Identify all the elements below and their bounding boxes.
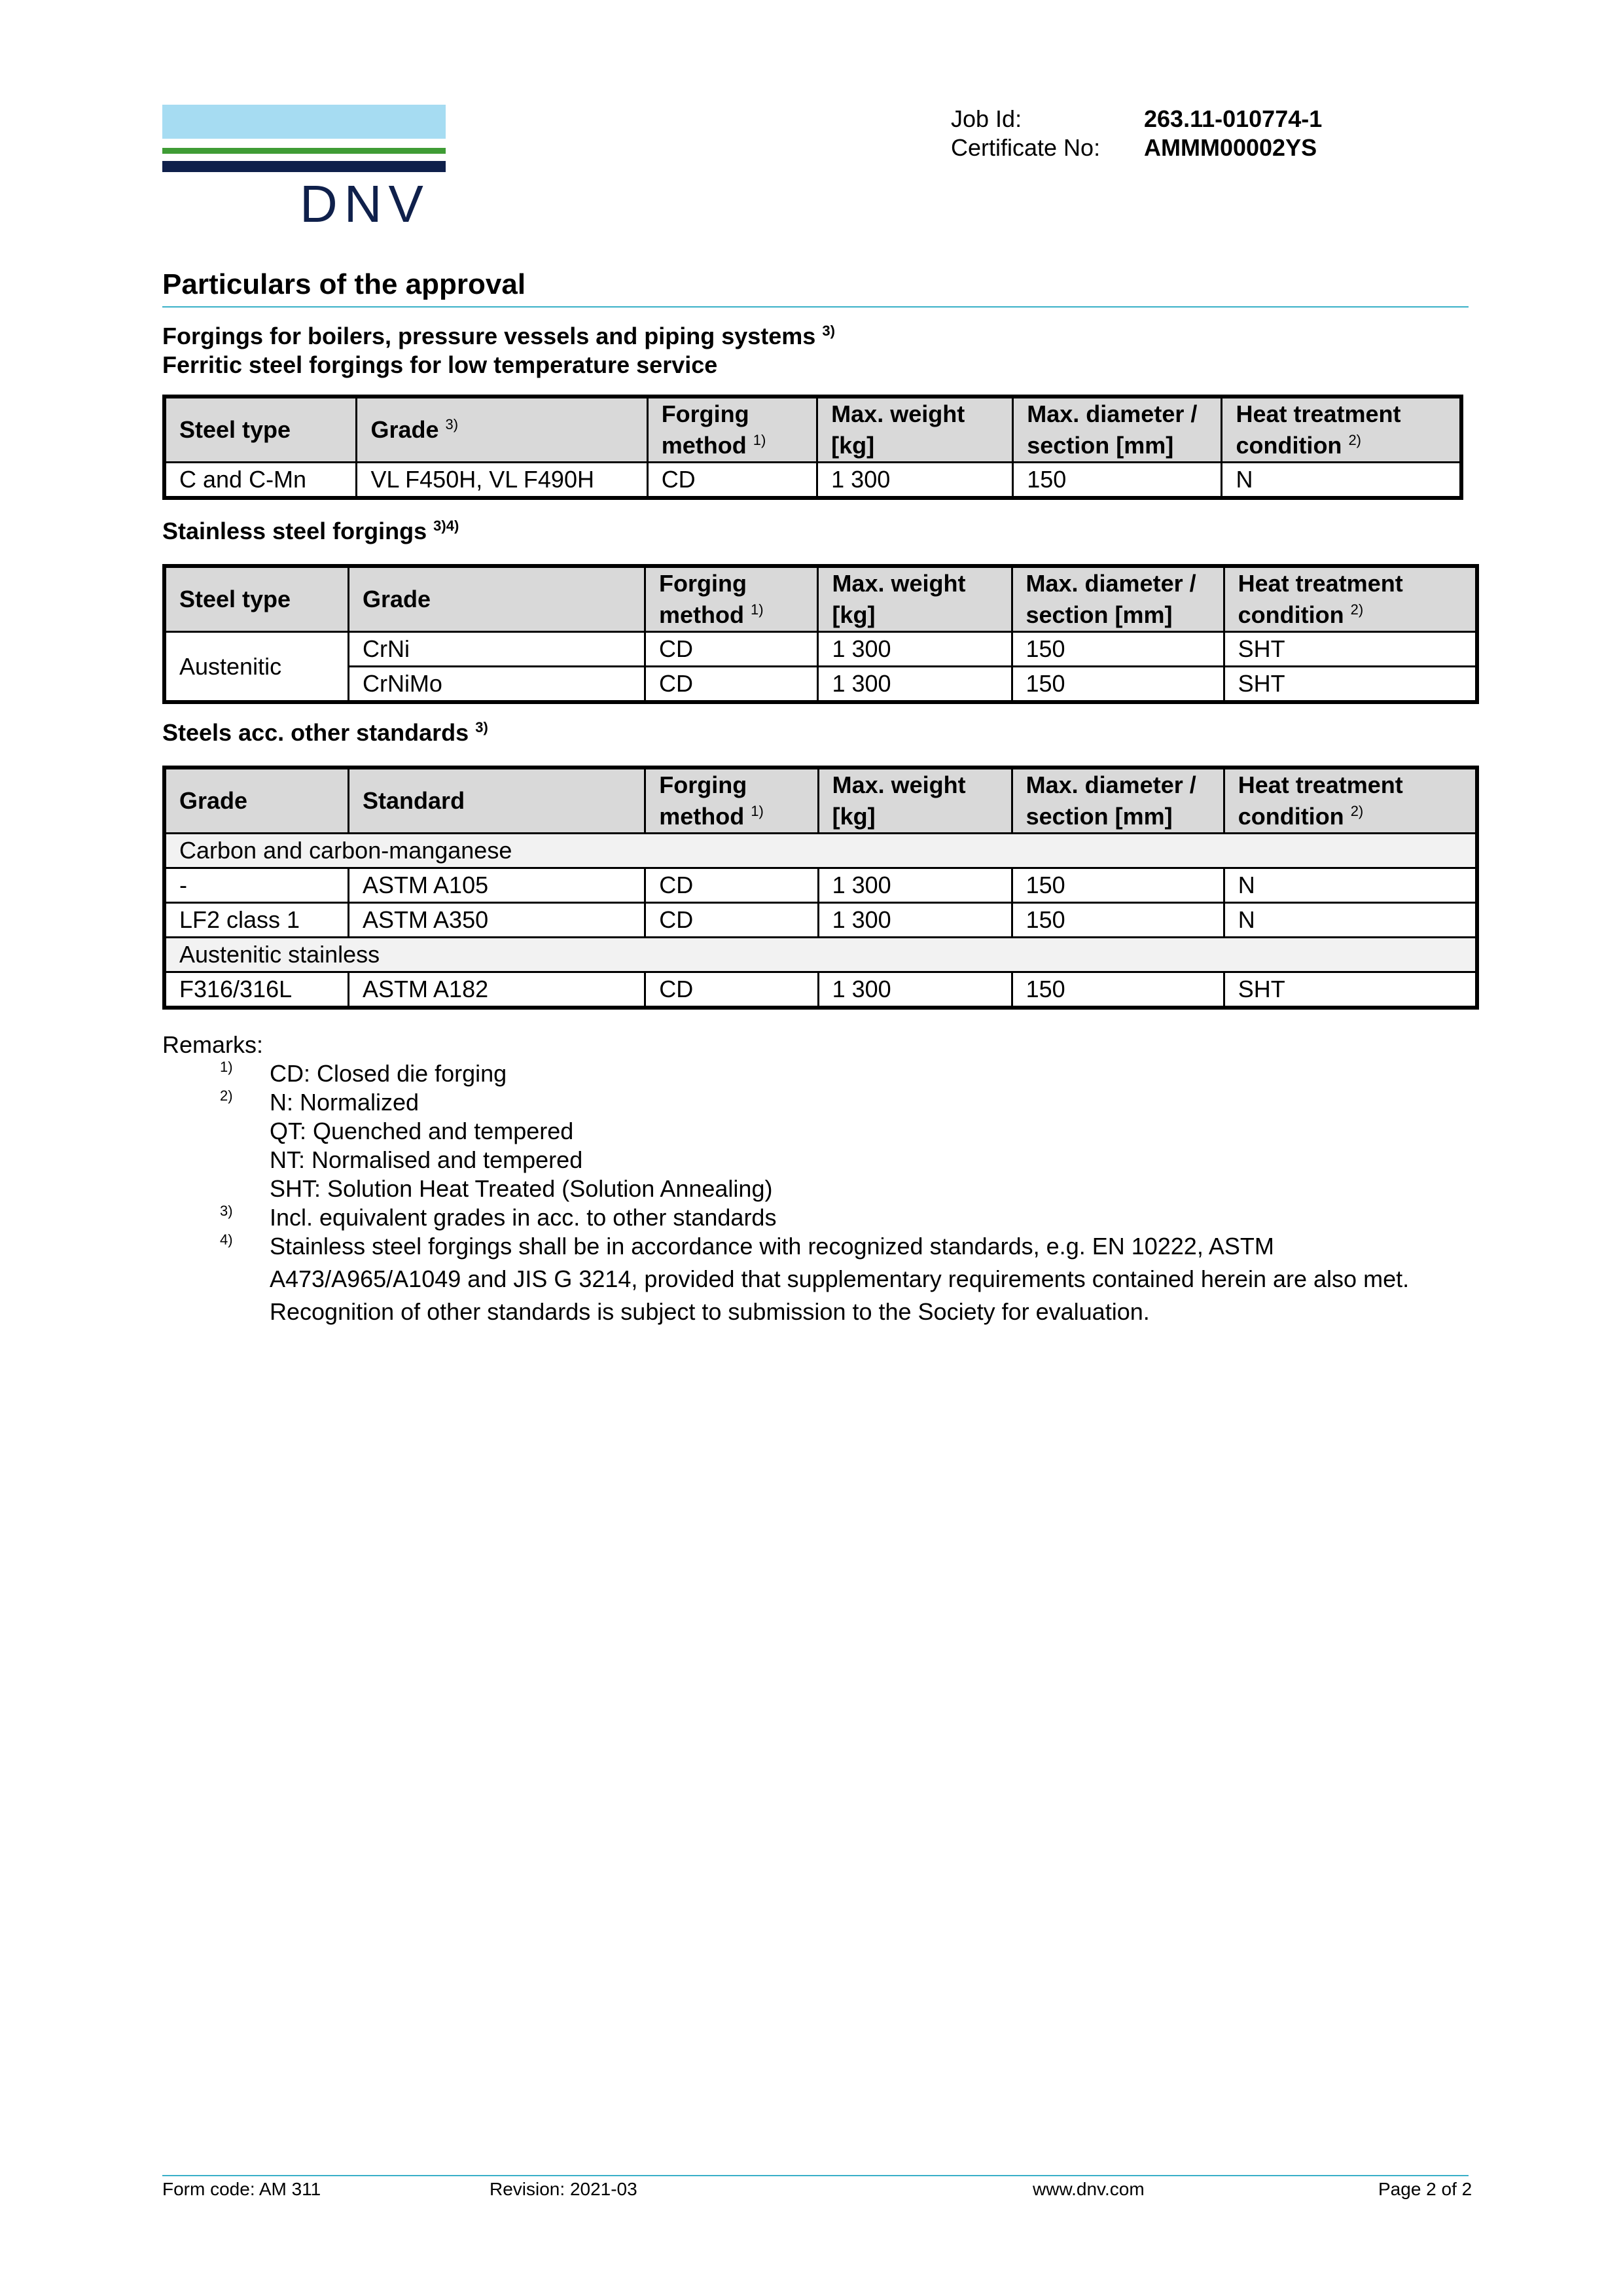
cell-grade: CrNi bbox=[348, 632, 645, 667]
col-max-diameter: Max. diameter / section [mm] bbox=[1012, 768, 1224, 834]
ferritic-table bbox=[162, 395, 1463, 500]
cell-diameter: 150 bbox=[1012, 667, 1224, 703]
remark-2d: SHT: Solution Heat Treated (Solution Annealing) bbox=[270, 1175, 773, 1202]
certificate-no-label: Certificate No: bbox=[951, 134, 1101, 161]
table-row bbox=[164, 903, 1477, 938]
cell-weight: 1 300 bbox=[818, 667, 1012, 703]
stainless-heading: Stainless steel forgings $^{3)4)}$ bbox=[162, 518, 459, 544]
cell-heat: SHT bbox=[1224, 667, 1477, 703]
col-max-diameter: Max. diameter / section [mm] bbox=[1012, 566, 1224, 632]
logo-bar-green bbox=[162, 148, 446, 154]
cell-heat: N bbox=[1224, 903, 1477, 938]
footnote-marker-2: 2) bbox=[220, 1087, 233, 1104]
cell-forging: CD bbox=[645, 972, 818, 1008]
remark-3: Incl. equivalent grades in acc. to other standards bbox=[270, 1204, 777, 1231]
col-steel-type: Steel type bbox=[164, 397, 357, 463]
remark-2c: NT: Normalised and tempered bbox=[270, 1146, 583, 1173]
col-forging-method: Forging method $^{1)}$ bbox=[645, 566, 818, 632]
cell-heat: N bbox=[1222, 463, 1461, 499]
col-heat-treatment: Heat treatment condition $^{2)}$ bbox=[1224, 566, 1477, 632]
ferritic-heading: Ferritic steel forgings for low temperature service bbox=[162, 351, 718, 378]
col-heat-treatment: Heat treatment condition $^{2)}$ bbox=[1222, 397, 1461, 463]
other-standards-table bbox=[162, 766, 1479, 1010]
cell-forging: CD bbox=[645, 632, 818, 667]
cell-grade: CrNiMo bbox=[348, 667, 645, 703]
footer-form-code: Form code: AM 311 bbox=[162, 2179, 321, 2199]
footer-website[interactable]: www.dnv.com bbox=[1033, 2179, 1145, 2199]
logo-bar-blue bbox=[162, 161, 446, 172]
col-max-weight: Max. weight [kg] bbox=[817, 397, 1013, 463]
remarks-title: Remarks: bbox=[162, 1031, 264, 1058]
dnv-logo: DNV bbox=[300, 175, 430, 233]
col-forging-method: Forging method $^{1)}$ bbox=[647, 397, 817, 463]
table-row bbox=[164, 632, 1477, 667]
cell-forging: CD bbox=[647, 463, 817, 499]
remark-4b: A473/A965/A1049 and JIS G 3214, provided that supplementary requirements contained herein are also met. bbox=[270, 1265, 1410, 1292]
table-header-row bbox=[164, 566, 1477, 632]
table-row bbox=[164, 868, 1477, 903]
col-grade: Grade bbox=[348, 566, 645, 632]
cell-steel-type: C and C-Mn bbox=[164, 463, 357, 499]
remark-4c: Recognition of other standards is subject to submission to the Society for evaluation. bbox=[270, 1298, 1150, 1325]
table-row bbox=[164, 972, 1477, 1008]
cell-diameter: 150 bbox=[1012, 632, 1224, 667]
table-row bbox=[164, 667, 1477, 703]
cell-weight: 1 300 bbox=[818, 903, 1012, 938]
footer-rule bbox=[162, 2175, 1469, 2176]
cell-heat: N bbox=[1224, 868, 1477, 903]
table-header-row bbox=[164, 768, 1477, 834]
footnote-marker-3: 3) bbox=[220, 1203, 233, 1219]
remark-2b: QT: Quenched and tempered bbox=[270, 1118, 574, 1144]
cell-standard: ASTM A105 bbox=[349, 868, 645, 903]
certificate-no-value: AMMM00002YS bbox=[1144, 134, 1317, 161]
section-title: Particulars of the approval bbox=[162, 268, 526, 300]
cell-diameter: 150 bbox=[1012, 903, 1224, 938]
group-label: Carbon and carbon-manganese bbox=[164, 834, 1477, 868]
group-row-austenitic bbox=[164, 938, 1477, 972]
cell-weight: 1 300 bbox=[818, 868, 1012, 903]
remark-4a: Stainless steel forgings shall be in accordance with recognized standards, e.g. EN 10222, ASTM bbox=[270, 1233, 1274, 1260]
cell-standard: ASTM A182 bbox=[349, 972, 645, 1008]
forgings-heading: Forgings for boilers, pressure vessels and piping systems $^{3)}$ bbox=[162, 323, 835, 349]
footnote-marker-1: 1) bbox=[220, 1059, 233, 1075]
col-grade: Grade bbox=[164, 768, 349, 834]
cell-weight: 1 300 bbox=[818, 972, 1012, 1008]
remark-1: CD: Closed die forging bbox=[270, 1060, 507, 1087]
stainless-table bbox=[162, 564, 1479, 704]
col-steel-type: Steel type bbox=[164, 566, 348, 632]
logo-bar-light bbox=[162, 105, 446, 139]
footer-revision: Revision: 2021-03 bbox=[490, 2179, 637, 2199]
cell-grade: F316/316L bbox=[164, 972, 349, 1008]
col-heat-treatment: Heat treatment condition $^{2)}$ bbox=[1224, 768, 1477, 834]
cell-grade: - bbox=[164, 868, 349, 903]
col-standard: Standard bbox=[349, 768, 645, 834]
cell-heat: SHT bbox=[1224, 972, 1477, 1008]
other-standards-heading: Steels acc. other standards $^{3)}$ bbox=[162, 719, 488, 746]
cell-forging: CD bbox=[645, 903, 818, 938]
col-grade: Grade $^{3)}$ bbox=[357, 397, 647, 463]
cell-diameter: 150 bbox=[1012, 868, 1224, 903]
cell-standard: ASTM A350 bbox=[349, 903, 645, 938]
col-max-diameter: Max. diameter / section [mm] bbox=[1013, 397, 1222, 463]
cell-diameter: 150 bbox=[1013, 463, 1222, 499]
cell-grade: VL F450H, VL F490H bbox=[357, 463, 647, 499]
table-header-row bbox=[164, 397, 1461, 463]
cell-heat: SHT bbox=[1224, 632, 1477, 667]
cell-forging: CD bbox=[645, 667, 818, 703]
remark-2a: N: Normalized bbox=[270, 1089, 419, 1116]
cell-grade: LF2 class 1 bbox=[164, 903, 349, 938]
footnote-marker-4: 4) bbox=[220, 1231, 233, 1248]
col-max-weight: Max. weight [kg] bbox=[818, 768, 1012, 834]
cell-steel-type: Austenitic bbox=[164, 632, 348, 703]
job-id-value: 263.11-010774-1 bbox=[1144, 105, 1323, 132]
cell-weight: 1 300 bbox=[818, 632, 1012, 667]
section-rule bbox=[162, 306, 1469, 308]
cell-weight: 1 300 bbox=[817, 463, 1013, 499]
cell-diameter: 150 bbox=[1012, 972, 1224, 1008]
job-id-label: Job Id: bbox=[951, 105, 1022, 132]
footer-page-number: Page 2 of 2 bbox=[1378, 2179, 1472, 2199]
group-label: Austenitic stainless bbox=[164, 938, 1477, 972]
group-row-carbon bbox=[164, 834, 1477, 868]
cell-forging: CD bbox=[645, 868, 818, 903]
table-row bbox=[164, 463, 1461, 499]
col-max-weight: Max. weight [kg] bbox=[818, 566, 1012, 632]
col-forging-method: Forging method $^{1)}$ bbox=[645, 768, 818, 834]
